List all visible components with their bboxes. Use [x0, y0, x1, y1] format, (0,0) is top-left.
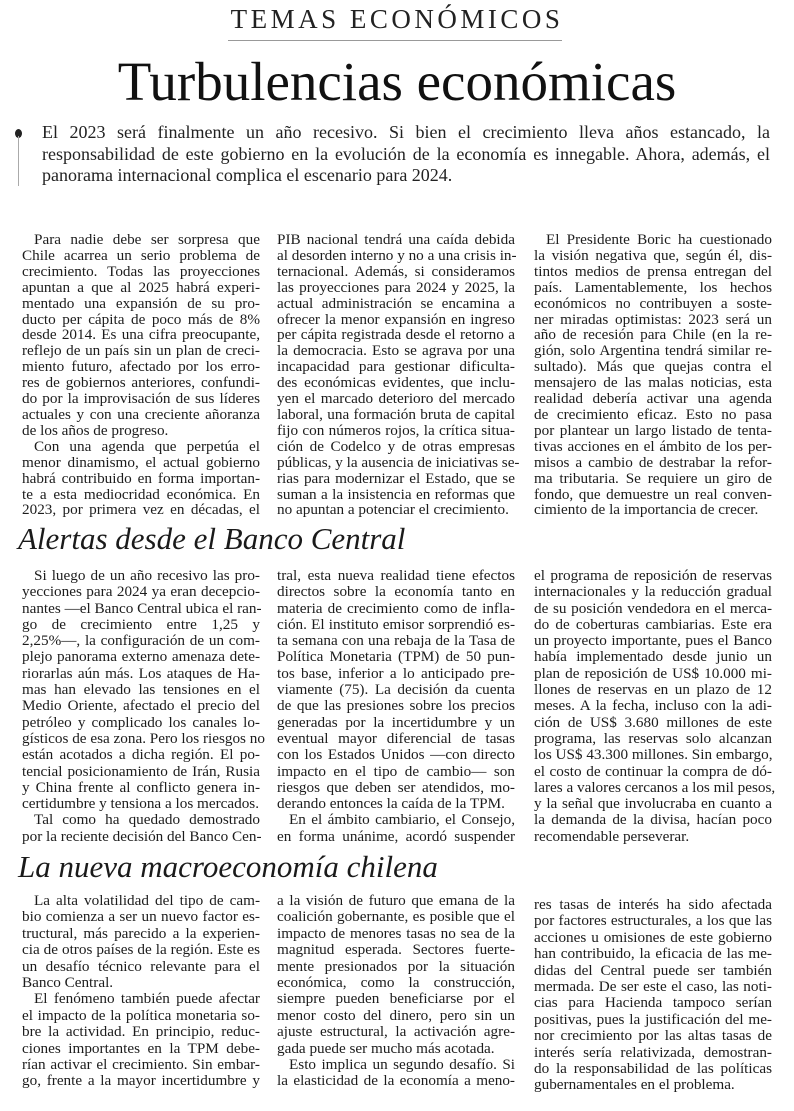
text-column — [22, 232, 260, 518]
text-line: la demanda de la divisa, hacían poco — [534, 811, 772, 829]
text-line: cia de otros países de la región. Este es — [22, 941, 260, 959]
deck-line: El 2023 será finalmente un año recesivo. Si bien el crecimiento lleva años estancado, la — [42, 122, 770, 142]
text-line: per cápita registrada desde el retorno a — [277, 326, 515, 344]
text-column — [277, 231, 520, 519]
text-line: viamente (75). La decisión da cuenta — [277, 681, 515, 699]
text-line: las proyecciones para 2024 y 2025, la — [277, 278, 515, 296]
text-line: yecciones para 2024 ya eran decepcio- — [22, 583, 260, 601]
text-line: laboral, una formación bruta de capital — [277, 405, 515, 423]
text-column — [534, 232, 772, 518]
text-line: están acotados a dicha región. El po- — [22, 746, 260, 764]
text-line: de los años de progreso. — [22, 421, 169, 439]
text-line: do la responsabilidad de las políticas — [534, 1060, 772, 1078]
text-line: nor crecimiento por las altas tasas de — [534, 1027, 772, 1045]
text-column — [277, 568, 515, 845]
text-line: Banco Central. — [22, 974, 114, 992]
text-line: los US$ 43.300 millones. Sin embargo, — [534, 746, 773, 764]
deck-rule — [18, 136, 19, 186]
text-line: menor dinamismo, el actual gobierno — [22, 453, 260, 471]
text-line: tencial posicionamiento de Irán, Rusia — [22, 762, 260, 780]
text-line: realidad debería activar una agenda — [534, 390, 772, 408]
text-line: han contribuido, la eficacia de las me- — [534, 945, 772, 963]
text-line: res tasas de interés ha sido afectada — [534, 896, 772, 913]
text-line: apuntan a que al 2025 habrá experi- — [22, 278, 260, 296]
paragraph — [277, 231, 520, 519]
text-line: internacionales y la reducción gradual — [534, 583, 772, 601]
text-line: suman a la insistencia en reformas que — [277, 485, 515, 503]
text-column — [277, 893, 515, 1090]
text-line: ducto per cápita de poco más de 8% — [22, 310, 260, 328]
text-line: por factores estructurales, a los que las — [534, 912, 772, 930]
text-line: un desafío técnico relevante para el — [22, 957, 260, 975]
text-line: ción de Codelco y de otras empresas — [277, 437, 515, 455]
text-line: sultado). Más que quejas contra el — [534, 358, 772, 376]
text-line: gísticos de esa zona. Pero los riesgos no — [22, 729, 265, 747]
text-line: cimiento de la importancia de crecer. — [534, 501, 759, 519]
paragraph — [534, 567, 776, 845]
text-line: ción de US$ 3.680 millones de este — [534, 713, 772, 731]
text-line: mensajero de las malas noticias, esta — [534, 374, 772, 392]
text-line: do por la improvisación de sus líderes — [22, 390, 260, 408]
text-line: de su posición vendedora en el merca- — [534, 599, 772, 617]
text-line: des económicas evidentes, que inclu- — [277, 374, 515, 392]
text-line: públicas, y la ausencia de iniciativas se- — [277, 453, 520, 471]
text-line: con los Estados Unidos —con directo — [277, 746, 515, 764]
text-line: nantes —el Banco Central ubica el ran- — [22, 599, 262, 617]
text-line: riorarlas aún más. Los ataques de Ha- — [22, 664, 260, 682]
paragraph — [277, 893, 515, 1057]
deck — [42, 122, 770, 187]
text-line: certidumbre y tensiona a los mercados. — [22, 795, 260, 813]
text-line: derando entonces la caída de la TPM. — [277, 795, 505, 813]
text-line: y China frente al conflicto genera in- — [22, 778, 260, 796]
text-line: bio comienza a ser un nuevo factor es- — [22, 908, 260, 926]
text-line: eventual mayor diferencial de tasas — [277, 729, 515, 747]
text-line: tos base, inferior a lo anticipado pre- — [277, 664, 515, 682]
text-line: riesgos que deben ser atendidos, mo- — [277, 778, 515, 796]
text-line: impacto de menores tasas no sea de la — [277, 924, 515, 942]
text-line: gada puede ser mucho más acotada. — [277, 1039, 495, 1057]
text-line: petróleo y complicado los canales lo- — [22, 713, 260, 731]
deck-line: panorama internacional complica el escenario para 2024. — [42, 165, 453, 185]
text-line: Política Monetaria (TPM) de 50 pun- — [277, 648, 515, 666]
text-line: de crecimiento eficaz. Esto no pasa — [534, 405, 772, 423]
text-line: Chile acarrea un serio problema de — [22, 246, 260, 264]
text-line: ma tributaria. Se requiere un giro de — [534, 469, 772, 487]
text-line: bre la actividad. En principio, reduc- — [22, 1023, 260, 1041]
paragraph — [277, 812, 515, 845]
text-line: El Presidente Boric ha cuestionado — [546, 231, 772, 248]
text-line: reflejo de un país sin un plan de creci- — [22, 342, 260, 360]
text-column — [22, 893, 260, 1090]
text-line: menor costo del dinero, pero sin un — [277, 1006, 515, 1024]
text-line: Tal como ha quedado demostrado — [34, 811, 260, 829]
text-line: Medio Oriente, afectado el precio del — [22, 697, 260, 715]
text-line: positivas, pues la justificación del me- — [534, 1010, 772, 1028]
text-line: ción. El instituto emisor sorprendió es- — [277, 615, 515, 633]
text-line: rían activar el crecimiento. Sin embar- — [22, 1056, 260, 1074]
paragraph — [534, 232, 772, 518]
text-line: la visión negativa que, según él, dis- — [534, 246, 772, 264]
text-line: tructural, más parecido a la experien- — [22, 924, 260, 942]
text-line: impacto en el tipo de cambio— son — [277, 762, 515, 780]
text-line: ner miradas optimistas: 2023 será un — [534, 310, 772, 328]
text-line: en forma unánime, acordó suspender — [277, 827, 515, 845]
text-line: meses. A la fecha, incluso con la adi- — [534, 697, 772, 715]
text-column — [534, 897, 772, 1094]
paragraph — [22, 991, 260, 1089]
text-line: ciones importantes en la TPM debe- — [22, 1039, 260, 1057]
text-line: recomendable perseverar. — [534, 827, 690, 845]
text-line: el programa de reposición de reservas — [534, 567, 772, 584]
text-line: programa, las reservas solo alcanzan — [534, 729, 772, 747]
text-column — [534, 567, 776, 845]
text-line: y la señal que involucraba en cuanto a — [534, 795, 772, 813]
text-line: rias para modernizar el Estado, que se — [277, 469, 515, 487]
text-line: al desorden interno y no a una crisis in- — [277, 246, 517, 264]
text-line: la democracia. Esto se agrava por una — [277, 342, 515, 360]
text-line: la elasticidad de la economía a meno- — [277, 1072, 515, 1090]
text-line: gubernamentales en el problema. — [534, 1076, 735, 1094]
text-line: un proyecto importante, pues el Banco — [534, 632, 772, 650]
text-line: tintos medios de prensa entregan del — [534, 262, 772, 280]
text-line: por la reciente decisión del Banco Cen- — [22, 827, 262, 845]
text-line: plan de reposición de US$ 10.000 mi- — [534, 664, 772, 682]
text-line: a la visión de futuro que emana de la — [277, 892, 515, 909]
text-line: res de gobiernos anteriores, confundi- — [22, 374, 260, 392]
text-line: go de crecimiento entre 1,25 y — [22, 615, 260, 633]
text-line: ta semana con una rebaja de la Tasa de — [277, 632, 515, 650]
text-line: mermada. De ser este el caso, las noti- — [534, 978, 772, 996]
text-line: 2,25%—, la configuración de un com- — [22, 632, 260, 650]
text-line: do de coberturas cambiarias. Este era — [534, 615, 772, 633]
text-line: fondo, que demuestre un real conven- — [534, 485, 772, 503]
text-line: materia de crecimiento como de infla- — [277, 599, 515, 617]
text-line: económicos no contribuyen a soste- — [534, 294, 772, 312]
text-line: país. Lamentablemente, los hechos — [534, 278, 772, 296]
text-line: coalición gobernante, es posible que el — [277, 908, 515, 926]
paragraph — [277, 1057, 515, 1090]
text-line: de que las presiones sobre los precios — [277, 697, 515, 715]
text-line: cias para Hacienda tampoco serían — [534, 994, 772, 1012]
text-line: el impacto de la política monetaria so- — [22, 1006, 260, 1024]
text-line: magnitud esperada. Sectores fuerte- — [277, 941, 515, 959]
text-line: 2023, por primera vez en décadas, el — [22, 501, 260, 519]
text-line: gión, solo Argentina tendrá similar re- — [534, 342, 772, 360]
text-line: PIB nacional tendrá una caída debida — [277, 231, 515, 248]
text-line: acciones u omisiones de este gobierno — [534, 928, 772, 946]
text-line: fijo con números rojos, la crítica situa- — [277, 421, 515, 439]
paragraph — [22, 439, 260, 519]
text-line: por plantear un largo listado de tenta- — [534, 421, 772, 439]
text-line: Con una agenda que perpetúa el — [34, 437, 260, 455]
text-line: económica, como la construcción, — [277, 974, 515, 992]
text-line: no apuntan a potenciar el crecimiento. — [277, 501, 509, 519]
text-line: didas del Central puede ser también — [534, 961, 772, 979]
paragraph — [277, 568, 515, 812]
text-line: siempre pueden beneficiarse por el — [277, 990, 515, 1008]
text-line: interés sería relativizada, demostran- — [534, 1043, 772, 1061]
text-line: yen el marcado deterioro del mercado — [277, 390, 515, 408]
text-line: En el ámbito cambiario, el Consejo, — [289, 811, 515, 829]
text-line: tral, esta nueva realidad tiene efectos — [277, 567, 515, 584]
text-line: misos a cambio de destrabar la refor- — [534, 453, 772, 471]
text-line: La alta volatilidad del tipo de cam- — [34, 892, 260, 909]
text-line: mente presionados por la situación — [277, 957, 515, 975]
section-kicker: TEMAS ECONÓMICOS — [230, 4, 564, 34]
text-line: había implementado desde junio un — [534, 648, 772, 666]
text-line: Si luego de un año recesivo las pro- — [34, 567, 260, 584]
deck-line: responsabilidad de este gobierno en la evolución de la economía es innegable. Ahora, además, el — [42, 143, 770, 164]
text-column — [22, 567, 265, 845]
paragraph — [22, 812, 260, 845]
text-line: desde 2014. Es una cifra preocupante, — [22, 326, 260, 344]
text-line: incapacidad para gestionar dificulta- — [277, 358, 515, 376]
text-line: te a esta mediocridad económica. En — [22, 485, 260, 503]
text-line: mentado una expansión de su pro- — [22, 294, 260, 312]
text-line: habrá contribuido en forma importan- — [22, 469, 260, 487]
text-line: tivas acciones en el ámbito de los per- — [534, 437, 772, 455]
text-line: año de recesión para Chile (en la re- — [534, 326, 772, 344]
kicker-underline — [228, 40, 562, 41]
text-line: ternacional. Además, si consideramos — [277, 262, 515, 280]
text-line: lares a valores cercanos a los mil pesos, — [534, 778, 776, 796]
paragraph — [534, 897, 772, 1094]
text-line: Para nadie debe ser sorpresa que — [34, 231, 260, 248]
text-line: miento futuro, afectado por los erro- — [22, 358, 260, 376]
text-line: directos sobre la economía tanto en — [277, 583, 515, 601]
text-line: llones de reservas en un plazo de 12 — [534, 681, 772, 699]
text-line: Esto implica un segundo desafío. Si — [289, 1056, 515, 1074]
section-heading: Alertas desde el Banco Central — [18, 521, 406, 556]
text-line: ofrecer la menor expansión en ingreso — [277, 310, 515, 328]
text-line: crecimiento. Todas las proyecciones — [22, 262, 260, 280]
text-line: generadas por la incertidumbre y un — [277, 713, 515, 731]
text-line: ajuste estructural, la activación agre- — [277, 1023, 515, 1041]
text-line: el costo de continuar la compra de dó- — [534, 762, 772, 780]
text-line: plejo panorama externo amenaza dete- — [22, 648, 260, 666]
section-heading: La nueva macroeconomía chilena — [18, 849, 438, 884]
paragraph — [22, 232, 260, 439]
headline: Turbulencias económicas — [117, 51, 677, 112]
paragraph — [22, 567, 265, 813]
text-line: El fenómeno también puede afectar — [34, 990, 260, 1008]
text-line: actuales y con una creciente añoranza — [22, 405, 260, 423]
text-line: actual administración se encamina a — [277, 294, 515, 312]
paragraph — [22, 893, 260, 991]
text-line: go, frente a la mayor incertidumbre y — [22, 1072, 260, 1090]
text-line: mas han elevado las tensiones en el — [22, 681, 260, 699]
